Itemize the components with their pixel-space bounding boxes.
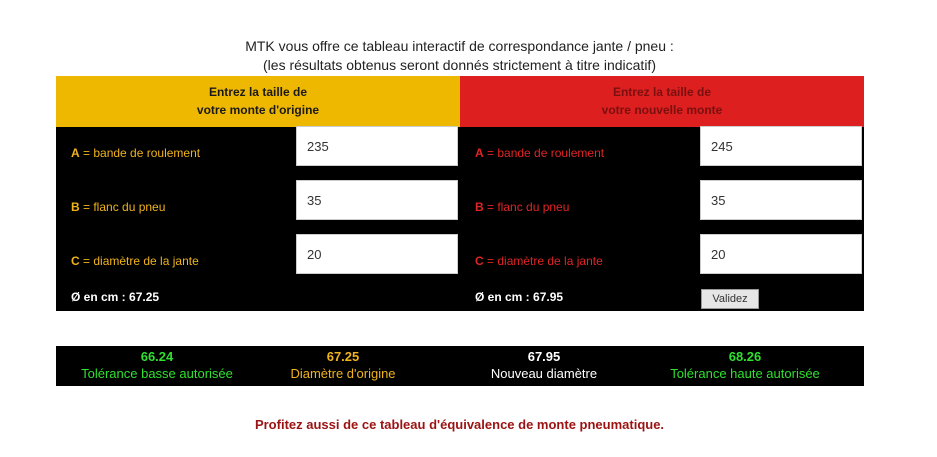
intro-text xyxy=(0,37,919,75)
new-label-b: B = flanc du pneu xyxy=(475,200,570,214)
origin-label-b: B = flanc du pneu xyxy=(71,200,166,214)
new-diameter-result: Ø en cm : 67.95 xyxy=(475,290,564,304)
new-tread-width-input[interactable] xyxy=(700,126,862,166)
result-origin-diameter-value: 67.25 xyxy=(326,349,360,364)
result-high-tolerance-label: Tolérance haute autorisée xyxy=(670,366,820,381)
result-low-tolerance xyxy=(56,346,258,386)
new-header-line-1: Entrez la taille de xyxy=(612,85,712,99)
result-origin-diameter xyxy=(242,346,444,386)
new-header xyxy=(460,76,864,127)
new-sidewall-input[interactable] xyxy=(700,180,862,220)
origin-tread-width-input[interactable] xyxy=(296,126,458,166)
result-low-tolerance-label: Tolérance basse autorisée xyxy=(81,366,233,381)
origin-panel xyxy=(56,76,460,311)
validate-button[interactable]: Validez xyxy=(701,289,759,309)
result-new-diameter xyxy=(443,346,645,386)
result-new-diameter-label: Nouveau diamètre xyxy=(490,366,598,381)
new-label-a: A = bande de roulement xyxy=(475,146,605,160)
new-rim-diameter-input[interactable] xyxy=(700,234,862,274)
origin-label-c: C = diamètre de la jante xyxy=(71,254,199,268)
results-bar xyxy=(56,346,864,386)
origin-header-line-2: votre monte d'origine xyxy=(196,103,320,117)
intro-line-2: (les résultats obtenus seront donnés strictement à titre indicatif) xyxy=(263,57,656,73)
new-header-line-2: votre nouvelle monte xyxy=(601,103,723,117)
origin-sidewall-input[interactable] xyxy=(296,180,458,220)
origin-label-a: A = bande de roulement xyxy=(71,146,201,160)
origin-header xyxy=(56,76,460,127)
result-new-diameter-value: 67.95 xyxy=(527,349,561,364)
intro-line-1: MTK vous offre ce tableau interactif de correspondance jante / pneu : xyxy=(245,38,674,54)
result-origin-diameter-label: Diamètre d'origine xyxy=(290,366,396,381)
new-panel xyxy=(460,76,864,311)
promo-link[interactable]: Profitez aussi de ce tableau d'équivalence de monte pneumatique. xyxy=(254,417,665,432)
new-label-c: C = diamètre de la jante xyxy=(475,254,603,268)
result-high-tolerance xyxy=(644,346,846,386)
result-high-tolerance-value: 68.26 xyxy=(728,349,762,364)
origin-header-line-1: Entrez la taille de xyxy=(208,85,308,99)
origin-diameter-result: Ø en cm : 67.25 xyxy=(71,290,160,304)
origin-rim-diameter-input[interactable] xyxy=(296,234,458,274)
result-low-tolerance-value: 66.24 xyxy=(140,349,174,364)
